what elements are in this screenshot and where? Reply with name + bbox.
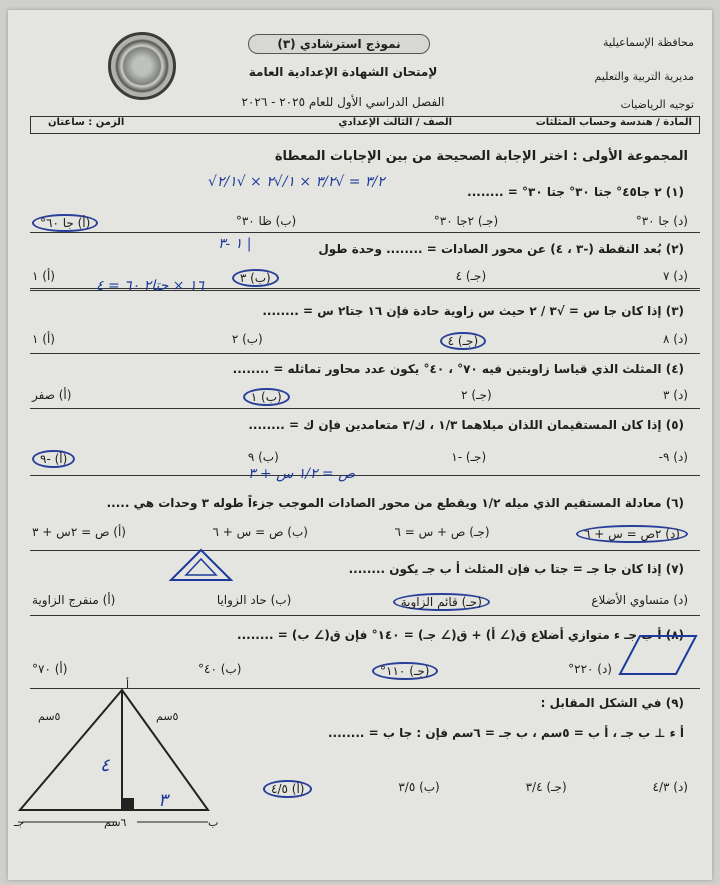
question-3-text: (٣) إذا كان جا س = √٣ / ٢ حيث س زاوية حادة فإن ١٦ جتا٢ س = ........ — [262, 304, 684, 318]
question-4-text: (٤) المثلث الذي قياسا زاويتين فيه ٧٠° ، ٤٠° يكون عدد محاور تماثله = ........ — [232, 362, 684, 376]
question-7-options — [32, 593, 688, 611]
figure-side-ab: ٥سم — [38, 710, 61, 723]
q3-option-d[interactable]: (د) ٨ — [663, 332, 688, 346]
question-1-text: (١) ٢ جا٤٥° جتا ٣٠° جتا ٣٠° = ........ — [467, 185, 684, 199]
handwritten-work-q2: ١ -٣ | — [218, 236, 252, 252]
figure-side-ac: ٥سم — [156, 710, 179, 723]
q4-option-b[interactable]: (ب) ١ — [243, 388, 290, 406]
question-8-text: (٨) أ ب جـ ء متوازي أضلاع ق(∠ أ) + ق(∠ جـ) = ١٤٠° فإن ق(∠ ب) = ........ — [237, 628, 684, 642]
q6-option-d[interactable]: (د) ٢ص = س + ٦ — [576, 525, 688, 543]
question-7-text: (٧) إذا كان جا جـ = جتا ب فإن المثلث أ ب جـ يكون ........ — [348, 562, 684, 576]
divider — [30, 615, 700, 616]
question-9-text-2: أ ء ⊥ ب جـ ، أ ب = ٥سم ، ب جـ = ٦سم فإن : جا ب = ........ — [327, 726, 684, 740]
divider — [30, 475, 700, 476]
q3-option-a[interactable]: (أ) ١ — [32, 332, 55, 346]
grade-label: الصف / الثالث الإعدادي — [338, 117, 452, 128]
q9-option-d[interactable]: (د) ٤/٣ — [652, 780, 688, 794]
q6-option-c[interactable]: (جـ) ص + س = ٦ — [394, 525, 490, 539]
handwritten-height-label: ٤ — [100, 755, 110, 776]
figure-base: ٦سم — [104, 816, 127, 829]
time-label: الزمن : ساعتان — [48, 117, 125, 128]
exam-sheet — [8, 10, 712, 880]
q4-option-d[interactable]: (د) ٣ — [663, 388, 688, 402]
q5-option-a[interactable]: (أ) -٩ — [32, 450, 75, 468]
q5-option-b[interactable]: (ب) ٩ — [247, 450, 279, 464]
semester-label: الفصل الدراسي الأول للعام ٢٠٢٥ - ٢٠٢٦ — [241, 95, 445, 109]
q4-option-c[interactable]: (جـ) ٢ — [461, 388, 492, 402]
question-4-options — [32, 388, 688, 406]
q4-option-a[interactable]: (أ) صفر — [32, 388, 72, 402]
figure-vertex-a: أ — [126, 678, 130, 691]
q2-option-a[interactable]: (أ) ١ — [32, 269, 55, 283]
question-6-text: (٦) معادلة المستقيم الذي ميله ١/٢ ويقطع من محور الصادات الموجب جزءاً طوله ٣ وحدات هي ..... — [106, 496, 684, 510]
q7-option-b[interactable]: (ب) حاد الزوايا — [216, 593, 292, 607]
divider — [30, 353, 700, 354]
q9-option-b[interactable]: (ب) ٣/٥ — [398, 780, 440, 794]
handwritten-triangle-sketch — [166, 547, 236, 583]
section-title: المجموعة الأولى : اختر الإجابة الصحيحة من بين الإجابات المعطاة — [274, 149, 688, 164]
q1-option-d[interactable]: (د) جا ٣٠° — [635, 214, 688, 228]
q1-option-a[interactable]: (أ) جا ٦٠° — [32, 214, 98, 232]
triangle-figure — [12, 682, 224, 832]
question-5-text: (٥) إذا كان المستقيمان اللذان ميلاهما ١/٣ ، ك/٣ متعامدين فإن ك = ........ — [248, 418, 684, 432]
figure-vertex-b: ب — [208, 816, 219, 829]
handwritten-work-q3: ١٦ × حتا٢ ٦٠ = ٤ — [96, 278, 205, 294]
q8-option-b[interactable]: (ب) ٤٠° — [198, 662, 242, 676]
question-9-options — [263, 780, 688, 798]
q6-option-a[interactable]: (أ) ص = ٢س + ٣ — [32, 525, 126, 539]
directorate-label: مديرية التربية والتعليم — [594, 70, 694, 83]
model-title: نموذج استرشادي (٣) — [248, 34, 430, 54]
q9-option-a[interactable]: (أ) ٤/٥ — [263, 780, 312, 798]
question-1-options — [32, 214, 688, 232]
handwritten-work-q6: ص = ١/٢ س + ٣ — [248, 466, 356, 482]
inspection-label: توجيه الرياضيات — [620, 98, 694, 111]
q8-option-a[interactable]: (أ) ٧٠° — [32, 662, 68, 676]
q2-option-c[interactable]: (جـ) ٤ — [455, 269, 487, 283]
handwritten-work-q1: √٣/٢ = √٣/٢ × ١/√٢ × √٢/١ — [208, 174, 385, 190]
q7-option-d[interactable]: (د) متساوي الأضلاع — [591, 593, 688, 607]
handwritten-parallelogram-sketch — [618, 630, 698, 680]
question-6-options — [32, 525, 688, 543]
q5-option-d[interactable]: (د) ٩- — [658, 450, 688, 464]
q2-option-b[interactable]: (ب) ٣ — [232, 269, 279, 287]
q6-option-b[interactable]: (ب) ص = س + ٦ — [212, 525, 308, 539]
q3-option-b[interactable]: (ب) ٢ — [231, 332, 263, 346]
question-8-options — [32, 662, 612, 680]
q7-option-c[interactable]: (جـ) قائم الزاوية — [393, 593, 490, 611]
subject-label: المادة / هندسة وحساب المثلثات — [535, 117, 692, 128]
divider — [30, 232, 700, 233]
q8-option-c[interactable]: (جـ) ١١٠° — [372, 662, 437, 680]
directorate-seal-icon — [108, 32, 176, 100]
q1-option-b[interactable]: (ب) ظا ٣٠° — [235, 214, 297, 228]
q8-option-d[interactable]: (د) ٢٢٠° — [568, 662, 612, 676]
q1-option-c[interactable]: (جـ) ٢جا ٣٠° — [433, 214, 499, 228]
q5-option-c[interactable]: (جـ) -١ — [451, 450, 487, 464]
q2-option-d[interactable]: (د) ٧ — [663, 269, 688, 283]
divider — [30, 408, 700, 409]
figure-vertex-c: جـ — [14, 816, 25, 829]
governorate-label: محافظة الإسماعيلية — [602, 36, 694, 49]
divider — [30, 550, 700, 551]
exam-title: لإمتحان الشهادة الإعدادية العامة — [248, 65, 438, 79]
q9-option-c[interactable]: (جـ) ٣/٤ — [525, 780, 567, 794]
handwritten-segment-label: ٣ — [158, 790, 168, 811]
question-5-options — [32, 450, 688, 468]
question-2-text: (٢) بُعد النقطة (-٣ ، ٤) عن محور الصادات = ........ وحدة طول — [318, 242, 684, 256]
question-3-options — [32, 332, 688, 350]
q3-option-c[interactable]: (جـ) ٤ — [440, 332, 487, 350]
q7-option-a[interactable]: (أ) منفرج الزاوية — [32, 593, 116, 607]
question-9-text: (٩) في الشكل المقابل : — [540, 696, 684, 710]
